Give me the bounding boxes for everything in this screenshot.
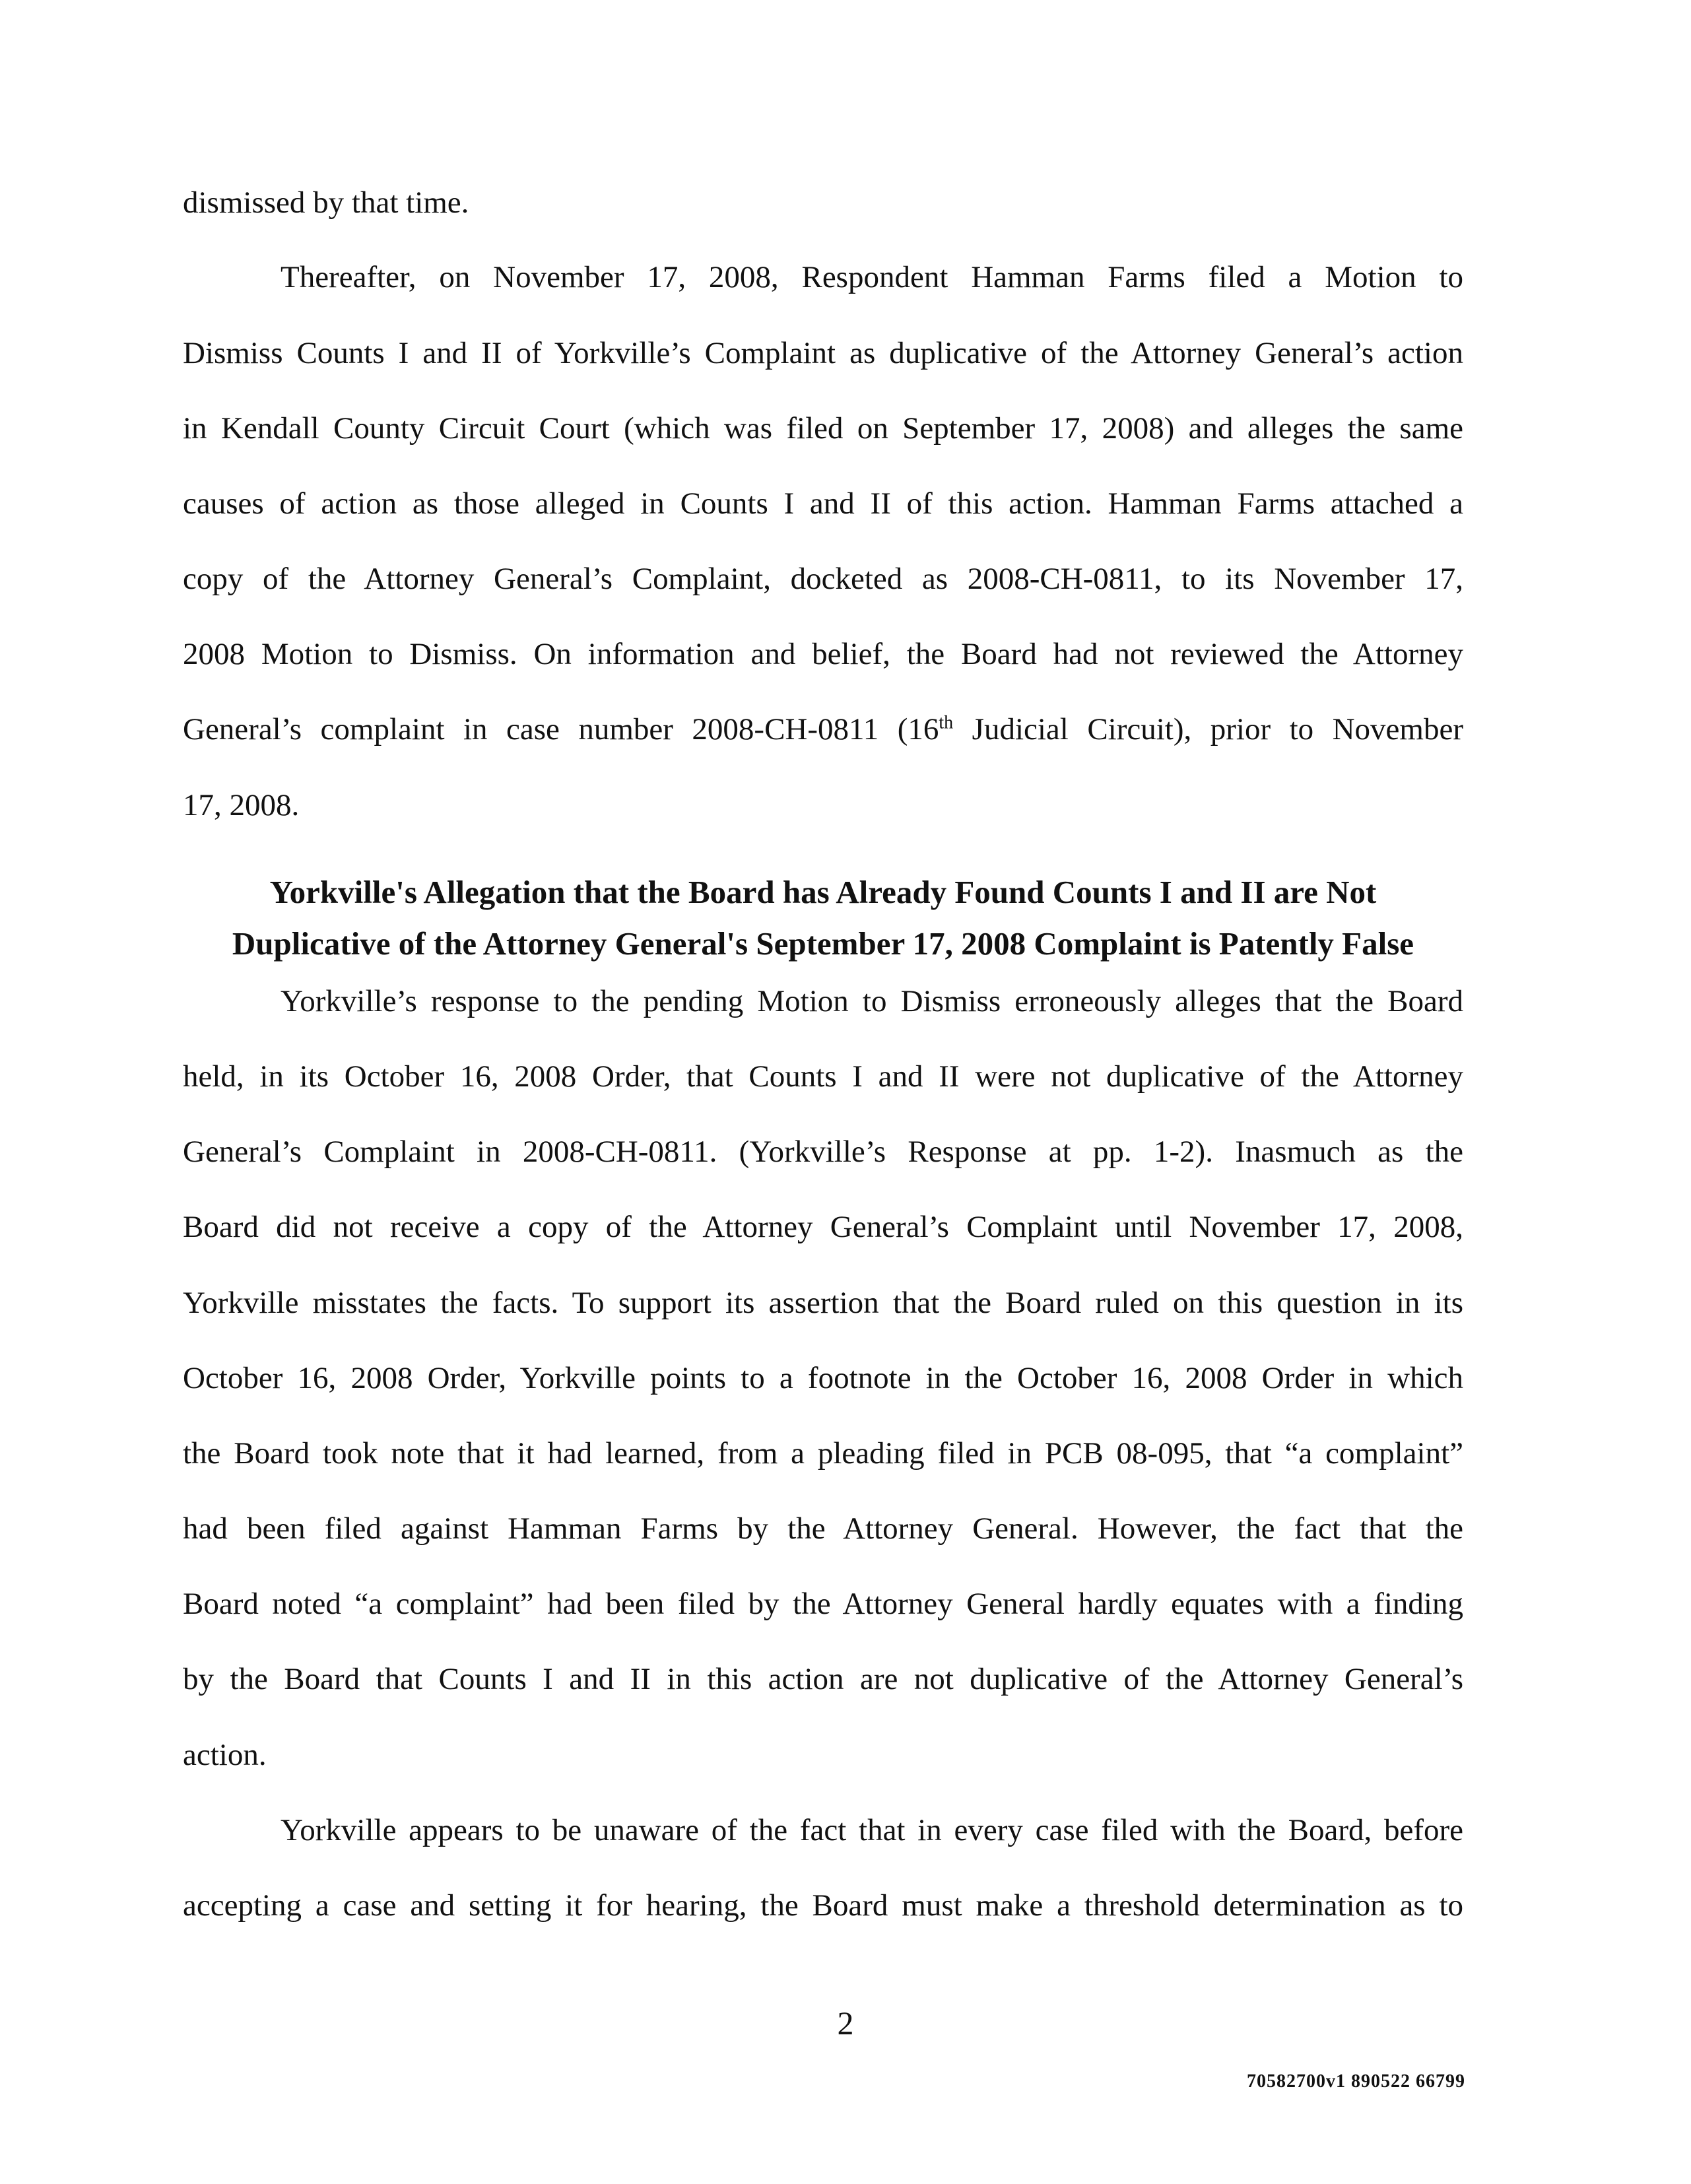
section-heading-line-2: Duplicative of the Attorney General's September 17, 2008 Complaint is Patently False — [232, 925, 1414, 962]
page-number: 2 — [837, 2004, 854, 2041]
paragraph-2-line-8: 17, 2008. — [183, 788, 300, 822]
paragraph-3-line-3: General’s Complaint in 2008-CH-0811. (Yorkville’s Response at pp. 1-2). Inasmuch as the — [183, 1135, 1463, 1169]
paragraph-3-line-4: Board did not receive a copy of the Attorney General’s Complaint until November 17, 2008, — [183, 1210, 1463, 1244]
paragraph-3-line-6: October 16, 2008 Order, Yorkville points to a footnote in the October 16, 2008 Order in which — [183, 1361, 1463, 1395]
paragraph-2-line-3: in Kendall County Circuit Court (which was filed on September 17, 2008) and alleges the same — [183, 411, 1463, 446]
paragraph-2-line-7 — [183, 710, 1463, 749]
ordinal-superscript: th — [939, 712, 954, 733]
paragraph-3-line-7: the Board took note that it had learned, from a pleading filed in PCB 08-095, that “a complaint” — [183, 1436, 1463, 1471]
paragraph-4-line-1: Yorkville appears to be unaware of the fact that in every case filed with the Board, before — [281, 1813, 1463, 1847]
paragraph-2-line-7-text-b: Judicial Circuit), prior to November — [953, 712, 1463, 746]
paragraph-2-line-6: 2008 Motion to Dismiss. On information and belief, the Board had not reviewed the Attorney — [183, 637, 1463, 671]
paragraph-2-line-2: Dismiss Counts I and II of Yorkville’s Complaint as duplicative of the Attorney General’s action — [183, 336, 1463, 370]
paragraph-2-line-4: causes of action as those alleged in Counts I and II of this action. Hamman Farms attached a — [183, 486, 1463, 521]
paragraph-2-line-7-text-a: General’s complaint in case number 2008-CH-0811 (16 — [183, 712, 939, 746]
section-heading-line-1: Yorkville's Allegation that the Board has Already Found Counts I and II are Not — [269, 874, 1377, 910]
paragraph-2-line-1: Thereafter, on November 17, 2008, Respondent Hamman Farms filed a Motion to — [281, 260, 1463, 294]
paragraph-4-line-2: accepting a case and setting it for hearing, the Board must make a threshold determination as to — [183, 1888, 1463, 1923]
paragraph-3-line-11: action. — [183, 1738, 267, 1772]
paragraph-3-line-9: Board noted “a complaint” had been filed by the Attorney General hardly equates with a finding — [183, 1587, 1463, 1621]
paragraph-3-line-8: had been filed against Hamman Farms by the Attorney General. However, the fact that the — [183, 1511, 1463, 1546]
paragraph-3-line-2: held, in its October 16, 2008 Order, that Counts I and II were not duplicative of the Attorney — [183, 1059, 1463, 1094]
paragraph-1-line-1: dismissed by that time. — [183, 185, 469, 220]
paragraph-3-line-1: Yorkville’s response to the pending Motion to Dismiss erroneously alleges that the Board — [281, 984, 1463, 1018]
document-id: 70582700v1 890522 66799 — [1247, 2071, 1465, 2092]
paragraph-3-line-10: by the Board that Counts I and II in this action are not duplicative of the Attorney General’s — [183, 1662, 1463, 1696]
paragraph-3-line-5: Yorkville misstates the facts. To support its assertion that the Board ruled on this question in its — [183, 1286, 1463, 1320]
paragraph-2-line-5: copy of the Attorney General’s Complaint, docketed as 2008-CH-0811, to its November 17, — [183, 562, 1463, 596]
